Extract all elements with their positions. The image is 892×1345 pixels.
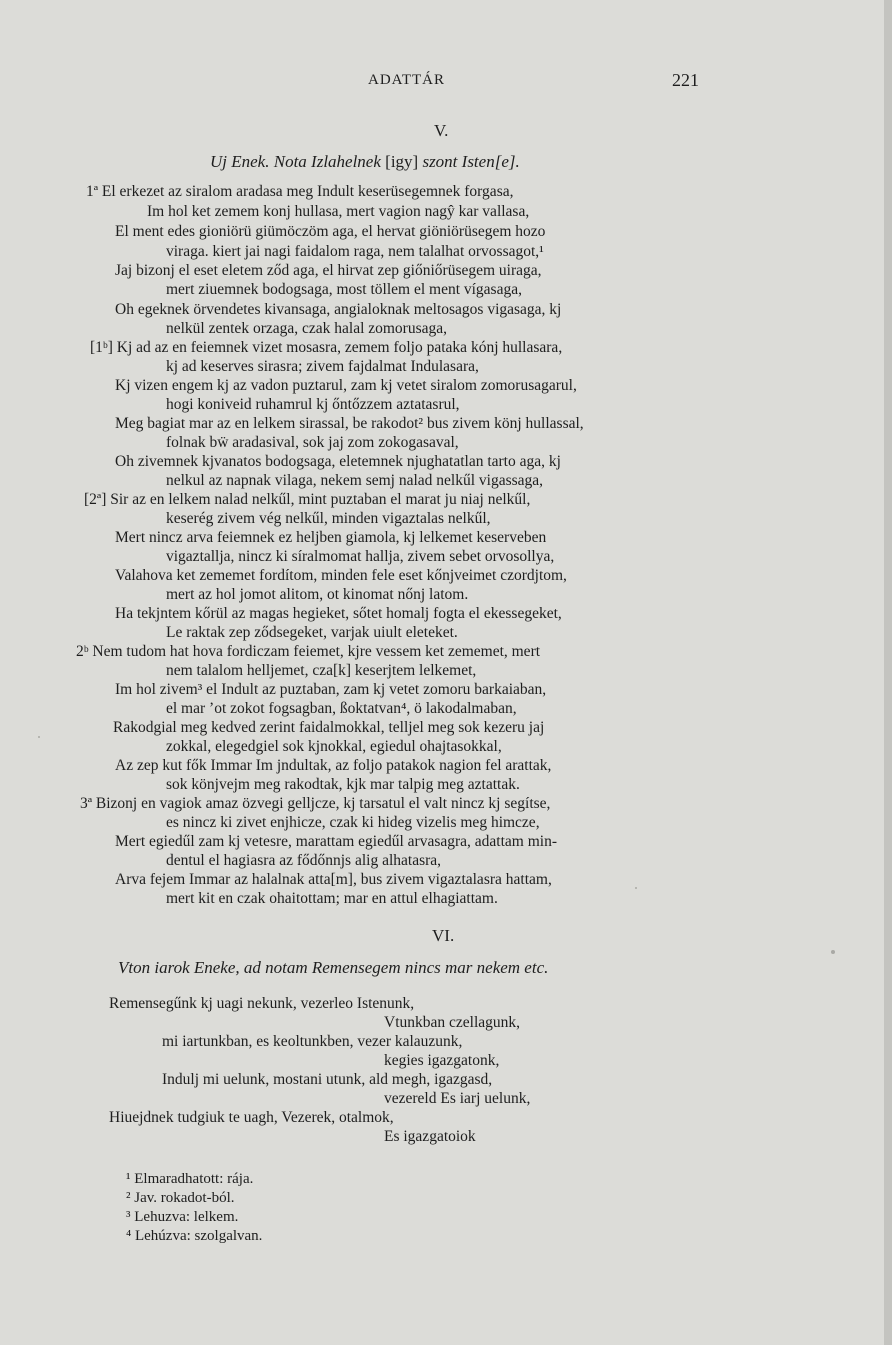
poem-line: dentul el hagiasra az fődőnnjs alig alhatasra, — [166, 852, 442, 869]
poem-line: 2ᵇ Nem tudom hat hova fordiczam feiemet, kjre vessem ket zememet, mert — [76, 643, 541, 660]
song-line: Indulj mi uelunk, mostani utunk, ald megh, igazgasd, — [162, 1071, 493, 1088]
poem-line: el mar ʼot zokot fogsagban, ßoktatvan⁴, ö lakodalmaban, — [166, 700, 517, 717]
poem-line: folnak bẅ aradasival, sok jaj zom zokogasaval, — [166, 434, 459, 451]
page-number: 221 — [672, 70, 699, 90]
paper-speck — [831, 950, 835, 954]
poem-line: El ment edes gioniörü giümöczöm aga, el hervat giöniörüsegem hozo — [115, 223, 546, 240]
poem-line: 3ª Bizonj en vagiok amaz özvegi gelljcze, kj tarsatul el valt nincz kj segítse, — [80, 795, 551, 812]
poem-line: sok könjvejm meg rakodtak, kjk mar talpig meg aztattak. — [166, 776, 520, 793]
footnote: ⁴ Lehúzva: szolgalvan. — [126, 1228, 263, 1244]
poem-line: Im hol ket zemem konj hullasa, mert vagion nagŷ kar vallasa, — [147, 203, 530, 220]
poem-line: nelkül zentek orzaga, czak halal zomorusaga, — [166, 320, 448, 337]
poem-line: Jaj bizonj el eset eletem ződ aga, el hirvat zep giőniőrüsegem uiraga, — [115, 262, 542, 279]
running-head — [0, 70, 892, 92]
poem-line: Arva fejem Immar az halalnak atta[m], bus zivem vigaztalasra hattam, — [115, 871, 552, 888]
poem-line: nem talalom helljemet, cza[k] keserjtem lelkemet, — [166, 662, 477, 679]
poem-line: Im hol zivem³ el Indult az puztaban, zam kj vetet zomoru barkaiaban, — [115, 681, 547, 698]
section-v-title-bracket: [igy] — [385, 152, 419, 171]
poem-line: mert az hol jomot alitom, ot kinomat nőnj latom. — [166, 586, 469, 603]
poem-line: Az zep kut fők Immar Im jndultak, az foljo patakok nagion fel arattak, — [115, 757, 552, 774]
song-line: Vtunkban czellagunk, — [384, 1014, 521, 1031]
section-v-title-part-1: Uj Enek. Nota Izlahelnek — [210, 152, 381, 171]
section-vi-title: Vton iarok Eneke, ad notam Remensegem nincs mar nekem etc. — [118, 958, 549, 977]
poem-line: mert ziuemnek bodogsaga, most töllem el ment vígasaga, — [166, 281, 522, 298]
poem-line: Le raktak zep ződsegeket, varjak uiult eleteket. — [166, 624, 458, 641]
poem-line: Kj vizen engem kj az vadon puztarul, zam kj vetet siralom zomorusagarul, — [115, 377, 577, 394]
footnote: ¹ Elmaradhatott: rája. — [126, 1171, 254, 1187]
section-vi-numeral: VI. — [432, 926, 455, 945]
poem-line: Valahova ket zememet fordítom, minden fele eset kőnjveimet czordjtom, — [115, 567, 567, 584]
poem-line: Rakodgial meg kedved zerint faidalmokkal, telljel meg sok kezeru jaj — [113, 719, 545, 736]
song-line: Es igazgatoiok — [384, 1128, 476, 1145]
song-line: mi iartunkban, es keoltunkben, vezer kalauzunk, — [162, 1033, 463, 1050]
poem-line: keserég zivem vég nelkűl, minden vigaztalas nelkűl, — [166, 510, 491, 527]
section-v-title-part-2: szont Isten[e]. — [422, 152, 520, 171]
song-line: Hiuejdnek tudgiuk te uagh, Vezerek, otalmok, — [109, 1109, 394, 1126]
section-v-title — [210, 153, 520, 171]
poem-line: Oh egeknek örvendetes kivansaga, angialoknak meltosagos vigasaga, kj — [115, 301, 562, 318]
paper-speck — [635, 887, 637, 889]
poem-line: es nincz ki zivet enjhicze, czak ki hideg vizelis meg himcze, — [166, 814, 540, 831]
paper-speck — [38, 736, 40, 738]
poem-line: 1ª El erkezet az siralom aradasa meg Indult keserüsegemnek forgasa, — [86, 183, 514, 200]
poem-line: Ha tekjntem kőrül az magas hegieket, sőtet homalj fogta el ekessegeket, — [115, 605, 562, 622]
song-line: kegies igazgatonk, — [384, 1052, 500, 1069]
song-line: vezereld Es iarj uelunk, — [384, 1090, 531, 1107]
poem-line: kj ad keserves sirasra; zivem fajdalmat Indulasara, — [166, 358, 479, 375]
running-title: ADATTÁR — [368, 72, 445, 88]
poem-line: [1ᵇ] Kj ad az en feiemnek vizet mosasra, zemem foljo pataka kónj hullasara, — [90, 339, 563, 356]
poem-line: [2ª] Sir az en lelkem nalad nelkűl, mint puztaban el marat ju niaj nelkűl, — [84, 491, 531, 508]
poem-line: viraga. kiert jai nagi faidalom raga, nem talalhat orvossagot,¹ — [166, 243, 544, 260]
song-line: Remensegűnk kj uagi nekunk, vezerleo Istenunk, — [109, 995, 415, 1012]
poem-line: vigaztallja, nincz ki síralmomat hallja, zivem sebet orvosollya, — [166, 548, 555, 565]
poem-line: zokkal, elegedgiel sok kjnokkal, egiedul ohajtasokkal, — [166, 738, 502, 755]
section-v-numeral: V. — [434, 121, 449, 140]
poem-line: Meg bagiat mar az en lelkem sirassal, be rakodot² bus zivem könj hullassal, — [115, 415, 584, 432]
page-edge-shadow — [884, 0, 892, 1345]
footnote: ² Jav. rokadot-ból. — [126, 1190, 235, 1206]
poem-line: mert kit en czak ohaitottam; mar en attul elhagiattam. — [166, 890, 498, 907]
poem-line: hogi koniveid ruhamrul kj őntőzzem aztatasrul, — [166, 396, 460, 413]
poem-line: Mert egiedűl zam kj vetesre, marattam egiedűl arvasagra, adattam min- — [115, 833, 557, 850]
poem-line: Oh zivemnek kjvanatos bodogsaga, eletemnek njughatatlan tarto aga, kj — [115, 453, 561, 470]
footnote: ³ Lehuzva: lelkem. — [126, 1209, 239, 1225]
poem-line: nelkul az napnak vilaga, nekem semj nalad nelkűl vigassaga, — [166, 472, 544, 489]
poem-line: Mert nincz arva feiemnek ez heljben giamola, kj lelkemet keserveben — [115, 529, 547, 546]
